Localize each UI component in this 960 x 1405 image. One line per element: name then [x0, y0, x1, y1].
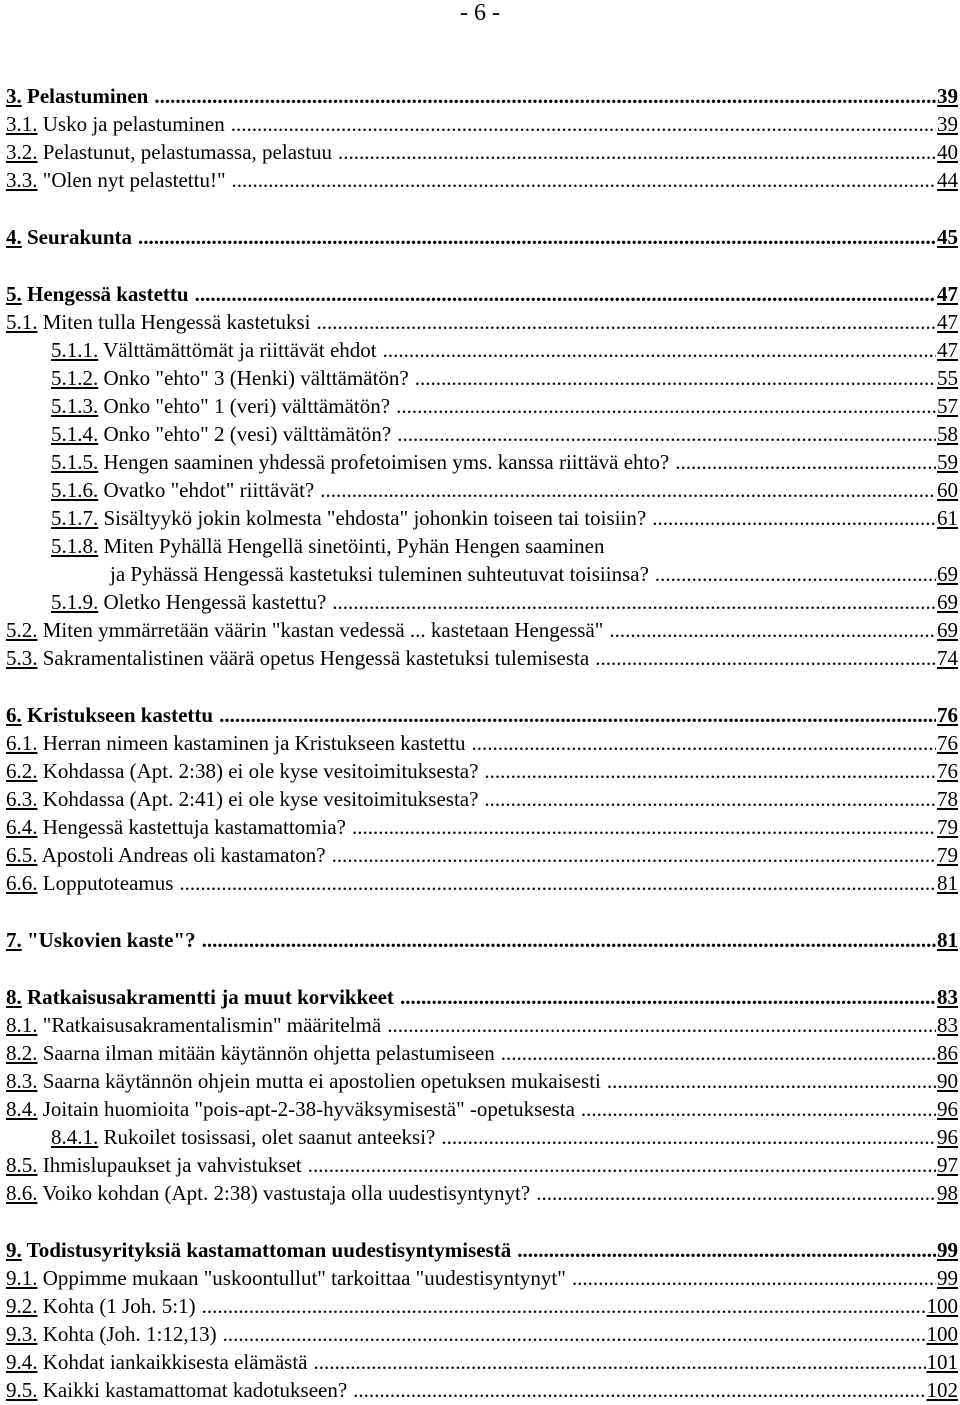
toc-entry-number[interactable]: 5.1. [6, 310, 38, 334]
toc-entry-title: Miten ymmärretään väärin "kastan vedessä ... kastetaan Hengessä" [37, 618, 604, 642]
toc-entry[interactable] [6, 448, 958, 476]
dot-leader [400, 983, 936, 1011]
toc-entry-number[interactable]: 8.6. [6, 1181, 38, 1205]
dot-leader [138, 223, 936, 251]
toc-entry[interactable] [6, 336, 958, 364]
page-number: - 6 - [460, 0, 500, 26]
dot-leader [484, 757, 936, 785]
toc-entry-page[interactable]: 79 [937, 815, 958, 839]
toc-entry-page[interactable]: 45 [937, 225, 958, 249]
toc-entry-title: Miten Pyhällä Hengellä sinetöinti, Pyhän Hengen saaminen [98, 534, 605, 558]
toc-entry[interactable] [6, 280, 958, 308]
dot-leader [595, 644, 936, 672]
toc-entry-number[interactable]: 5.1.7. [51, 506, 99, 530]
dot-leader [415, 364, 936, 392]
toc-entry-page[interactable]: 61 [937, 506, 958, 530]
dot-leader [223, 1320, 926, 1348]
dot-leader [609, 616, 936, 644]
toc-entry[interactable] [6, 82, 958, 110]
toc-entry[interactable] [6, 364, 958, 392]
toc-entry-page[interactable]: 40 [937, 140, 958, 164]
toc-entry[interactable] [6, 1320, 958, 1348]
toc-entry-page[interactable]: 76 [937, 759, 958, 783]
toc-entry-title: Joitain huomioita "pois-apt-2-38-hyväksymisestä" -opetuksesta [37, 1097, 575, 1121]
toc-entry-number[interactable]: 6.2. [6, 759, 38, 783]
toc-entry[interactable] [6, 1179, 958, 1207]
toc-entry-number[interactable]: 5.1.5. [51, 450, 99, 474]
toc-entry-number[interactable]: 6.5. [6, 843, 38, 867]
toc-entry-page[interactable]: 83 [937, 985, 958, 1009]
toc-entry[interactable] [6, 588, 958, 616]
dot-leader [202, 1292, 926, 1320]
toc-entry-title: Hengessä kastettuja kastamattomia? [37, 815, 346, 839]
toc-entry[interactable] [6, 1011, 958, 1039]
toc-entry[interactable] [6, 138, 958, 166]
toc-entry-page[interactable]: 44 [937, 168, 958, 192]
toc-entry-number[interactable]: 6.6. [6, 871, 38, 895]
toc-entry-number[interactable]: 7. [6, 928, 22, 952]
toc-entry-page[interactable]: 69 [937, 590, 958, 614]
toc-entry-page[interactable]: 83 [937, 1013, 958, 1037]
toc-entry-title: Sakramentalistinen väärä opetus Hengessä kastetuksi tulemisesta [37, 646, 590, 670]
toc-entry-number[interactable]: 5.3. [6, 646, 38, 670]
toc-entry-page[interactable]: 55 [937, 366, 958, 390]
toc-entry-title: Välttämättömät ja riittävät ehdot [98, 338, 377, 362]
toc-entry-title: Miten tulla Hengessä kastetuksi [37, 310, 311, 334]
toc-entry-title: Pelastunut, pelastumassa, pelastuu [37, 140, 333, 164]
toc-entry-number[interactable]: 5.1.9. [51, 590, 99, 614]
toc-entry-title: Usko ja pelastuminen [37, 112, 225, 136]
toc-entry-number[interactable]: 4. [6, 225, 22, 249]
toc-entry[interactable] [6, 1292, 958, 1320]
toc-entry-title: Kohdassa (Apt. 2:38) ei ole kyse vesitoimituksesta? [37, 759, 479, 783]
toc-entry-page[interactable]: 47 [937, 338, 958, 362]
toc-entry[interactable] [6, 813, 958, 841]
toc-entry-title: Onko "ehto" 3 (Henki) välttämätön? [98, 366, 409, 390]
toc-entry-number[interactable]: 8.1. [6, 1013, 38, 1037]
toc-entry[interactable] [6, 841, 958, 869]
toc-entry-continuation[interactable] [6, 560, 958, 588]
toc-entry-title-continued: ja Pyhässä Hengessä kastetuksi tuleminen suhteutuvat toisiinsa? [110, 562, 649, 586]
toc-entry[interactable] [6, 420, 958, 448]
toc-entry-number[interactable]: 8.3. [6, 1069, 38, 1093]
toc-entry-title: Kohdassa (Apt. 2:41) ei ole kyse vesitoimituksesta? [37, 787, 479, 811]
toc-entry-number[interactable]: 6.4. [6, 815, 38, 839]
dot-leader [607, 1067, 936, 1095]
toc-entry[interactable] [6, 1039, 958, 1067]
toc-entry-page[interactable]: 97 [937, 1153, 958, 1177]
toc-entry[interactable] [6, 1348, 958, 1376]
toc-entry-title: Oletko Hengessä kastettu? [98, 590, 327, 614]
toc-entry-number[interactable]: 9.3. [6, 1322, 38, 1346]
toc-entry-number[interactable]: 3.2. [6, 140, 38, 164]
toc-entry-number[interactable]: 8.4.1. [51, 1125, 99, 1149]
toc-entry-number[interactable]: 3.1. [6, 112, 38, 136]
toc-entry-page[interactable]: 96 [937, 1125, 958, 1149]
toc-entry-number[interactable]: 5.2. [6, 618, 38, 642]
toc-entry-number[interactable]: 8. [6, 985, 22, 1009]
toc-entry-page[interactable]: 76 [937, 731, 958, 755]
toc-entry-page[interactable]: 98 [937, 1181, 958, 1205]
toc-entry-page[interactable]: 99 [937, 1266, 958, 1290]
toc-entry-page[interactable]: 90 [937, 1069, 958, 1093]
toc-entry[interactable] [6, 785, 958, 813]
toc-entry[interactable] [6, 644, 958, 672]
toc-entry-number[interactable]: 6.1. [6, 731, 38, 755]
dot-leader [320, 476, 936, 504]
toc-entry-number[interactable]: 9.4. [6, 1350, 38, 1374]
toc-entry-number[interactable]: 5.1.1. [51, 338, 99, 362]
toc-entry-title: "Uskovien kaste"? [21, 928, 196, 952]
toc-entry-number[interactable]: 6. [6, 703, 22, 727]
dot-leader [572, 1264, 936, 1292]
toc-entry[interactable] [6, 729, 958, 757]
toc-entry-title: Ovatko "ehdot" riittävät? [98, 478, 315, 502]
dot-leader [314, 1348, 926, 1376]
toc-entry-title: "Olen nyt pelastettu!" [37, 168, 226, 192]
dot-leader [675, 448, 936, 476]
dot-leader [655, 560, 936, 588]
toc-entry[interactable] [6, 1376, 958, 1404]
dot-leader [652, 504, 936, 532]
dot-leader [202, 926, 936, 954]
toc-entry-page[interactable]: 39 [937, 84, 958, 108]
toc-entry-title: Rukoilet tosissasi, olet saanut anteeksi? [98, 1125, 436, 1149]
toc-entry[interactable] [6, 532, 958, 560]
toc-entry-number[interactable]: 5.1.8. [51, 534, 99, 558]
toc-entry-page[interactable]: 101 [926, 1350, 958, 1374]
toc-entry[interactable] [6, 1264, 958, 1292]
toc-entry-title: Seurakunta [21, 225, 133, 249]
toc-entry-title: Kristukseen kastettu [21, 703, 214, 727]
toc-entry-page[interactable]: 79 [937, 843, 958, 867]
dot-leader [332, 841, 936, 869]
toc-entry-number[interactable]: 5. [6, 282, 22, 306]
toc-entry[interactable] [6, 308, 958, 336]
dot-leader [154, 82, 936, 110]
toc-entry-page[interactable]: 47 [937, 310, 958, 334]
toc-entry-page[interactable]: 69 [937, 562, 958, 586]
toc-entry[interactable] [6, 504, 958, 532]
toc-entry-page[interactable]: 100 [926, 1294, 958, 1318]
toc-entry[interactable] [6, 983, 958, 1011]
toc-entry[interactable] [6, 1067, 958, 1095]
toc-entry[interactable] [6, 869, 958, 897]
dot-leader [581, 1095, 936, 1123]
toc-entry-title: Ihmislupaukset ja vahvistukset [37, 1153, 302, 1177]
toc-entry[interactable] [6, 166, 958, 194]
dot-leader [352, 813, 936, 841]
dot-leader [517, 1236, 936, 1264]
toc-entry[interactable] [6, 1151, 958, 1179]
toc-entry-page[interactable]: 74 [937, 646, 958, 670]
dot-leader [332, 588, 936, 616]
toc-entry[interactable] [6, 476, 958, 504]
toc-entry[interactable] [6, 1123, 958, 1151]
toc-entry-page[interactable]: 78 [937, 787, 958, 811]
toc-entry-title: Onko "ehto" 1 (veri) välttämätön? [98, 394, 391, 418]
toc-entry-title: Saarna käytännön ohjein mutta ei apostolien opetuksen mukaisesti [37, 1069, 601, 1093]
toc-entry-page[interactable]: 69 [937, 618, 958, 642]
toc-entry-title: Kohta (Joh. 1:12,13) [37, 1322, 217, 1346]
toc-entry[interactable] [6, 701, 958, 729]
dot-leader [338, 138, 936, 166]
dot-leader [536, 1179, 936, 1207]
toc-entry-title: Todistusyrityksiä kastamattoman uudestisyntymisestä [21, 1238, 512, 1262]
dot-leader [308, 1151, 936, 1179]
toc-entry-number[interactable]: 3.3. [6, 168, 38, 192]
toc-entry-page[interactable]: 57 [937, 394, 958, 418]
dot-leader [179, 869, 936, 897]
toc-entry-page[interactable]: 81 [937, 871, 958, 895]
dot-leader [397, 420, 936, 448]
dot-leader [387, 1011, 936, 1039]
toc-entry-title: Kohdat iankaikkisesta elämästä [37, 1350, 308, 1374]
toc-entry-number[interactable]: 5.1.3. [51, 394, 99, 418]
toc-entry-page[interactable]: 47 [937, 282, 958, 306]
toc-entry-page[interactable]: 59 [937, 450, 958, 474]
toc-entry-title: Hengen saaminen yhdessä profetoimisen yms. kanssa riittävä ehto? [98, 450, 670, 474]
toc-entry-page[interactable]: 86 [937, 1041, 958, 1065]
toc-entry[interactable] [6, 223, 958, 251]
toc-entry-number[interactable]: 9.5. [6, 1378, 38, 1402]
dot-leader [396, 392, 936, 420]
toc-entry-number[interactable]: 9.2. [6, 1294, 38, 1318]
dot-leader [441, 1123, 936, 1151]
toc-entry-title: Ratkaisusakramentti ja muut korvikkeet [21, 985, 394, 1009]
toc-entry-page[interactable]: 60 [937, 478, 958, 502]
dot-leader [484, 785, 936, 813]
toc-entry[interactable] [6, 1095, 958, 1123]
toc-entry-title: Oppimme mukaan "uskoontullut" tarkoittaa "uudestisyntynyt" [37, 1266, 566, 1290]
toc-entry-number[interactable]: 5.1.4. [51, 422, 99, 446]
dot-leader [195, 280, 936, 308]
toc-entry-page[interactable]: 39 [937, 112, 958, 136]
toc-entry[interactable] [6, 1236, 958, 1264]
dot-leader [472, 729, 936, 757]
toc-entry-title: Kohta (1 Joh. 5:1) [37, 1294, 196, 1318]
dot-leader [231, 110, 936, 138]
toc-entry-number[interactable]: 9.1. [6, 1266, 38, 1290]
toc-entry-number[interactable]: 8.4. [6, 1097, 38, 1121]
toc-entry-number[interactable]: 5.1.2. [51, 366, 99, 390]
toc-entry-title: Apostoli Andreas oli kastamaton? [37, 843, 326, 867]
toc-entry-number[interactable]: 5.1.6. [51, 478, 99, 502]
toc-entry-page[interactable]: 102 [926, 1378, 958, 1402]
toc-entry[interactable] [6, 110, 958, 138]
toc-entry-number[interactable]: 9. [6, 1238, 22, 1262]
dot-leader [316, 308, 936, 336]
toc-entry-page[interactable]: 96 [937, 1097, 958, 1121]
toc-entry-page[interactable]: 99 [937, 1238, 958, 1262]
toc-entry-page[interactable]: 100 [926, 1322, 958, 1346]
dot-leader [353, 1376, 925, 1404]
toc-entry[interactable] [6, 392, 958, 420]
toc-entry-title: Voiko kohdan (Apt. 2:38) vastustaja olla uudestisyntynyt? [37, 1181, 531, 1205]
toc-entry-title: Sisältyykö jokin kolmesta "ehdosta" johonkin toiseen tai toisiin? [98, 506, 647, 530]
toc-entry-title: Hengessä kastettu [21, 282, 189, 306]
toc-entry[interactable] [6, 757, 958, 785]
dot-leader [219, 701, 936, 729]
toc-entry-title: Pelastuminen [21, 84, 149, 108]
toc-entry-number[interactable]: 8.2. [6, 1041, 38, 1065]
toc-entry[interactable] [6, 926, 958, 954]
toc-entry-title: Saarna ilman mitään käytännön ohjetta pelastumiseen [37, 1041, 495, 1065]
toc-entry-page[interactable]: 58 [937, 422, 958, 446]
toc-entry-title: "Ratkaisusakramentalismin" määritelmä [37, 1013, 382, 1037]
toc-entry-title: Kaikki kastamattomat kadotukseen? [37, 1378, 348, 1402]
dot-leader [383, 336, 936, 364]
toc-entry-title: Onko "ehto" 2 (vesi) välttämätön? [98, 422, 392, 446]
toc-entry-page[interactable]: 81 [937, 928, 958, 952]
toc-entry-title: Lopputoteamus [37, 871, 174, 895]
toc-entry-number[interactable]: 8.5. [6, 1153, 38, 1177]
dot-leader [501, 1039, 936, 1067]
toc-entry-title: Herran nimeen kastaminen ja Kristukseen kastettu [37, 731, 466, 755]
toc-entry[interactable] [6, 616, 958, 644]
toc-entry-page[interactable]: 76 [937, 703, 958, 727]
toc-entry-number[interactable]: 6.3. [6, 787, 38, 811]
dot-leader [232, 166, 936, 194]
toc-entry-number[interactable]: 3. [6, 84, 22, 108]
